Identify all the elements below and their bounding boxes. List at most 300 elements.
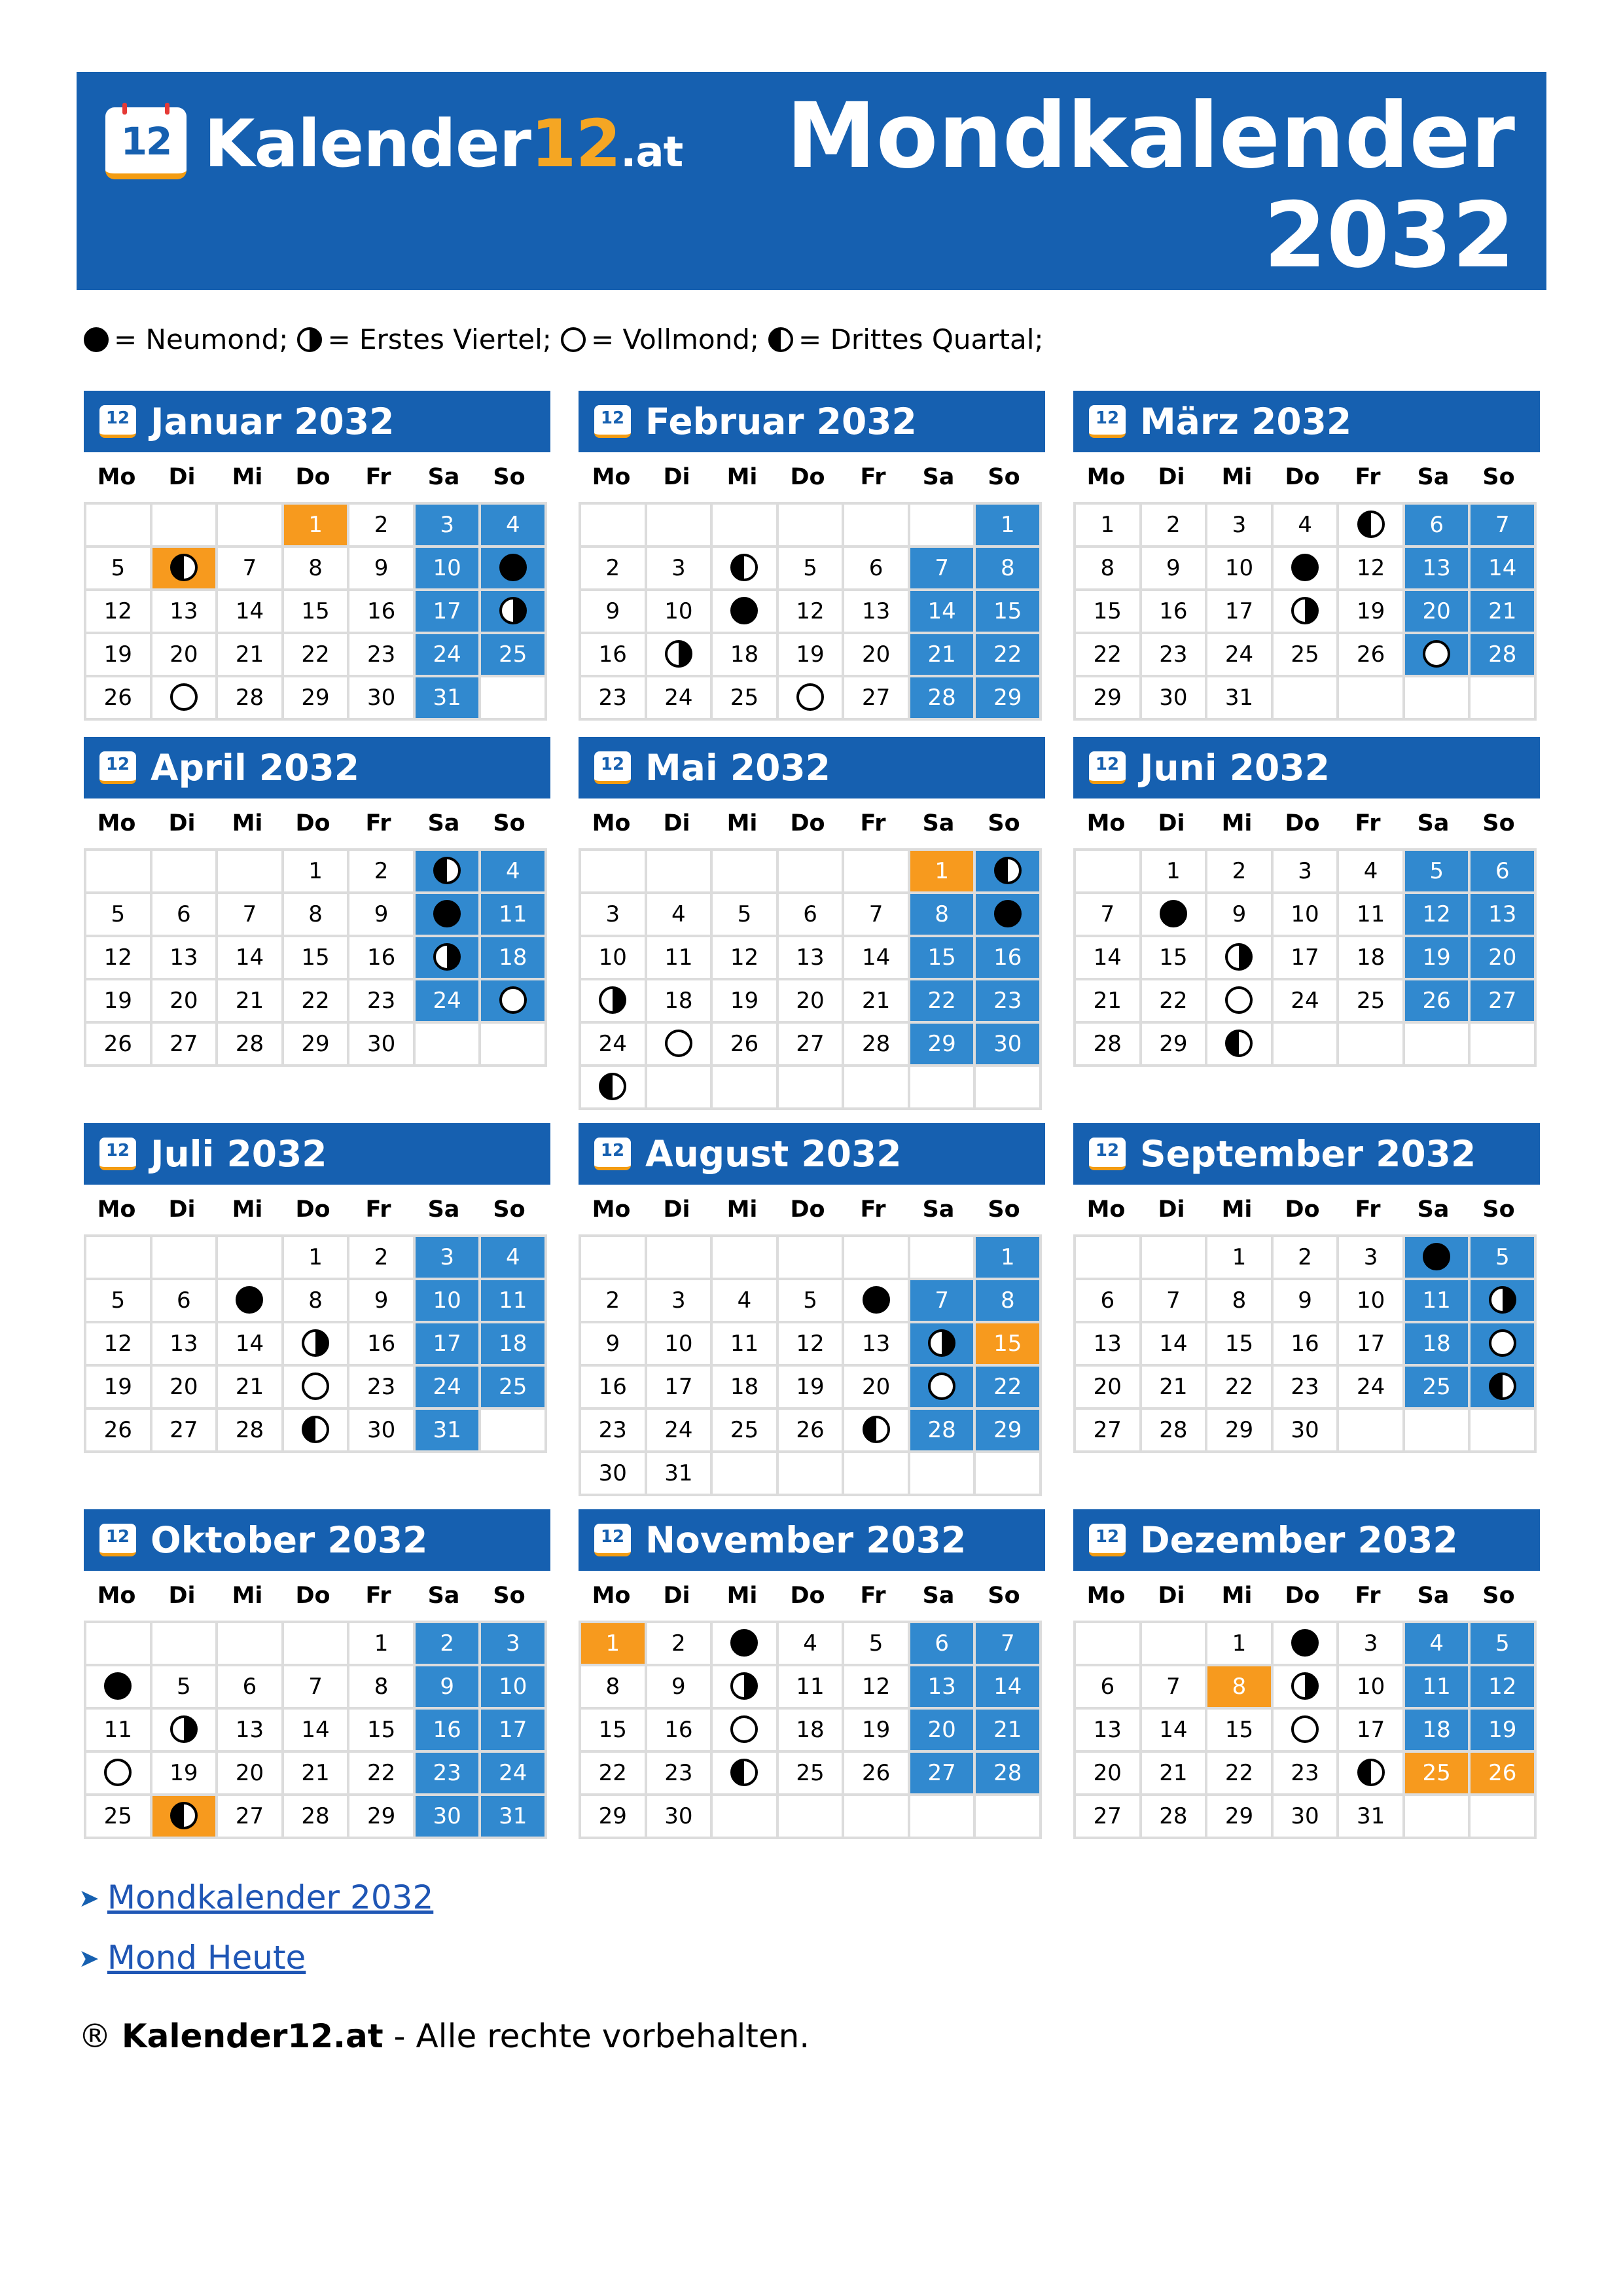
day-cell[interactable] xyxy=(713,548,779,591)
day-cell[interactable]: 19 xyxy=(713,980,779,1024)
day-cell[interactable]: 25 xyxy=(1405,1367,1471,1410)
day-cell[interactable]: 7 xyxy=(844,894,910,937)
day-cell[interactable]: 19 xyxy=(1405,937,1471,980)
day-cell[interactable]: 8 xyxy=(1207,1666,1274,1710)
day-cell[interactable]: 5 xyxy=(1471,1623,1537,1666)
day-cell[interactable]: 20 xyxy=(152,1367,219,1410)
day-cell[interactable]: 14 xyxy=(218,937,284,980)
day-cell[interactable]: 29 xyxy=(976,677,1042,721)
day-cell[interactable]: 30 xyxy=(1274,1796,1340,1839)
day-cell[interactable]: 3 xyxy=(647,1280,713,1323)
day-cell[interactable]: 30 xyxy=(349,677,416,721)
day-cell[interactable]: 28 xyxy=(1076,1024,1142,1067)
day-cell[interactable]: 27 xyxy=(844,677,910,721)
day-cell[interactable]: 1 xyxy=(976,1237,1042,1280)
day-cell[interactable]: 15 xyxy=(284,591,350,634)
day-cell[interactable]: 22 xyxy=(284,634,350,677)
day-cell[interactable]: 8 xyxy=(284,1280,350,1323)
day-cell[interactable]: 18 xyxy=(1405,1323,1471,1367)
day-cell[interactable]: 28 xyxy=(284,1796,350,1839)
day-cell[interactable]: 13 xyxy=(152,937,219,980)
day-cell[interactable]: 26 xyxy=(1405,980,1471,1024)
day-cell[interactable] xyxy=(1142,894,1208,937)
day-cell[interactable]: 1 xyxy=(284,505,350,548)
day-cell[interactable]: 25 xyxy=(1274,634,1340,677)
day-cell[interactable] xyxy=(86,1753,152,1796)
day-cell[interactable]: 26 xyxy=(844,1753,910,1796)
day-cell[interactable]: 22 xyxy=(349,1753,416,1796)
day-cell[interactable]: 17 xyxy=(1274,937,1340,980)
day-cell[interactable]: 6 xyxy=(779,894,845,937)
day-cell[interactable]: 27 xyxy=(218,1796,284,1839)
day-cell[interactable] xyxy=(416,937,482,980)
day-cell[interactable]: 5 xyxy=(779,548,845,591)
day-cell[interactable]: 13 xyxy=(1076,1710,1142,1753)
day-cell[interactable]: 17 xyxy=(647,1367,713,1410)
day-cell[interactable] xyxy=(284,1367,350,1410)
day-cell[interactable]: 25 xyxy=(713,677,779,721)
day-cell[interactable]: 19 xyxy=(844,1710,910,1753)
day-cell[interactable]: 3 xyxy=(481,1623,547,1666)
day-cell[interactable]: 28 xyxy=(1142,1796,1208,1839)
day-cell[interactable]: 15 xyxy=(1076,591,1142,634)
day-cell[interactable] xyxy=(481,548,547,591)
day-cell[interactable] xyxy=(1339,1753,1405,1796)
day-cell[interactable]: 20 xyxy=(152,634,219,677)
day-cell[interactable]: 18 xyxy=(779,1710,845,1753)
brand-logo[interactable]: Kalender12.at xyxy=(204,105,683,182)
day-cell[interactable]: 7 xyxy=(910,1280,976,1323)
day-cell[interactable]: 27 xyxy=(779,1024,845,1067)
day-cell[interactable]: 20 xyxy=(1471,937,1537,980)
day-cell[interactable]: 16 xyxy=(349,591,416,634)
day-cell[interactable]: 12 xyxy=(1339,548,1405,591)
day-cell[interactable] xyxy=(481,980,547,1024)
day-cell[interactable]: 10 xyxy=(581,937,647,980)
day-cell[interactable]: 8 xyxy=(284,894,350,937)
day-cell[interactable]: 8 xyxy=(910,894,976,937)
day-cell[interactable]: 3 xyxy=(1274,851,1340,894)
day-cell[interactable]: 28 xyxy=(844,1024,910,1067)
day-cell[interactable]: 11 xyxy=(1405,1280,1471,1323)
day-cell[interactable]: 26 xyxy=(1471,1753,1537,1796)
day-cell[interactable]: 20 xyxy=(1076,1367,1142,1410)
day-cell[interactable]: 24 xyxy=(481,1753,547,1796)
day-cell[interactable]: 7 xyxy=(1142,1666,1208,1710)
day-cell[interactable]: 24 xyxy=(581,1024,647,1067)
day-cell[interactable] xyxy=(713,1710,779,1753)
day-cell[interactable]: 23 xyxy=(581,677,647,721)
day-cell[interactable]: 6 xyxy=(218,1666,284,1710)
link-row-mondkalender[interactable] xyxy=(79,1878,433,1916)
day-cell[interactable]: 10 xyxy=(416,1280,482,1323)
day-cell[interactable]: 9 xyxy=(1142,548,1208,591)
day-cell[interactable]: 21 xyxy=(1471,591,1537,634)
day-cell[interactable]: 10 xyxy=(1339,1280,1405,1323)
day-cell[interactable] xyxy=(910,1323,976,1367)
day-cell[interactable]: 16 xyxy=(1142,591,1208,634)
day-cell[interactable]: 27 xyxy=(1076,1796,1142,1839)
day-cell[interactable]: 10 xyxy=(647,1323,713,1367)
day-cell[interactable] xyxy=(1274,1710,1340,1753)
day-cell[interactable]: 23 xyxy=(1274,1753,1340,1796)
day-cell[interactable]: 9 xyxy=(581,1323,647,1367)
day-cell[interactable]: 6 xyxy=(844,548,910,591)
day-cell[interactable]: 25 xyxy=(713,1410,779,1453)
day-cell[interactable] xyxy=(416,894,482,937)
day-cell[interactable]: 24 xyxy=(1339,1367,1405,1410)
day-cell[interactable]: 11 xyxy=(713,1323,779,1367)
day-cell[interactable]: 17 xyxy=(481,1710,547,1753)
day-cell[interactable]: 21 xyxy=(844,980,910,1024)
day-cell[interactable]: 30 xyxy=(1142,677,1208,721)
day-cell[interactable]: 29 xyxy=(910,1024,976,1067)
day-cell[interactable]: 9 xyxy=(349,1280,416,1323)
day-cell[interactable] xyxy=(976,894,1042,937)
day-cell[interactable]: 6 xyxy=(1076,1666,1142,1710)
day-cell[interactable]: 14 xyxy=(976,1666,1042,1710)
day-cell[interactable]: 10 xyxy=(647,591,713,634)
day-cell[interactable]: 23 xyxy=(349,1367,416,1410)
day-cell[interactable]: 20 xyxy=(1405,591,1471,634)
day-cell[interactable]: 9 xyxy=(581,591,647,634)
day-cell[interactable]: 31 xyxy=(1339,1796,1405,1839)
day-cell[interactable]: 29 xyxy=(284,1024,350,1067)
day-cell[interactable]: 30 xyxy=(581,1453,647,1496)
day-cell[interactable]: 15 xyxy=(581,1710,647,1753)
day-cell[interactable]: 16 xyxy=(349,1323,416,1367)
day-cell[interactable]: 6 xyxy=(910,1623,976,1666)
day-cell[interactable]: 22 xyxy=(1076,634,1142,677)
day-cell[interactable]: 7 xyxy=(976,1623,1042,1666)
day-cell[interactable]: 8 xyxy=(349,1666,416,1710)
day-cell[interactable]: 4 xyxy=(1339,851,1405,894)
day-cell[interactable]: 15 xyxy=(1142,937,1208,980)
day-cell[interactable]: 29 xyxy=(976,1410,1042,1453)
day-cell[interactable]: 18 xyxy=(481,937,547,980)
day-cell[interactable]: 12 xyxy=(86,591,152,634)
day-cell[interactable]: 2 xyxy=(1142,505,1208,548)
day-cell[interactable]: 11 xyxy=(779,1666,845,1710)
day-cell[interactable] xyxy=(1207,980,1274,1024)
day-cell[interactable]: 5 xyxy=(86,1280,152,1323)
day-cell[interactable]: 6 xyxy=(152,1280,219,1323)
day-cell[interactable]: 24 xyxy=(416,1367,482,1410)
day-cell[interactable] xyxy=(647,634,713,677)
day-cell[interactable]: 8 xyxy=(1076,548,1142,591)
day-cell[interactable]: 8 xyxy=(976,548,1042,591)
day-cell[interactable]: 11 xyxy=(1405,1666,1471,1710)
day-cell[interactable]: 1 xyxy=(1207,1237,1274,1280)
day-cell[interactable] xyxy=(481,591,547,634)
day-cell[interactable]: 25 xyxy=(86,1796,152,1839)
day-cell[interactable] xyxy=(1471,1367,1537,1410)
day-cell[interactable]: 17 xyxy=(416,591,482,634)
day-cell[interactable]: 13 xyxy=(1076,1323,1142,1367)
day-cell[interactable]: 15 xyxy=(284,937,350,980)
day-cell[interactable]: 9 xyxy=(1274,1280,1340,1323)
day-cell[interactable]: 21 xyxy=(218,980,284,1024)
day-cell[interactable]: 3 xyxy=(647,548,713,591)
day-cell[interactable]: 11 xyxy=(481,894,547,937)
day-cell[interactable] xyxy=(416,851,482,894)
day-cell[interactable]: 1 xyxy=(1076,505,1142,548)
day-cell[interactable]: 19 xyxy=(779,634,845,677)
day-cell[interactable]: 7 xyxy=(1471,505,1537,548)
day-cell[interactable]: 14 xyxy=(1076,937,1142,980)
day-cell[interactable] xyxy=(1207,937,1274,980)
day-cell[interactable] xyxy=(713,1666,779,1710)
day-cell[interactable]: 31 xyxy=(416,677,482,721)
day-cell[interactable]: 16 xyxy=(581,1367,647,1410)
day-cell[interactable]: 27 xyxy=(152,1410,219,1453)
day-cell[interactable]: 30 xyxy=(349,1410,416,1453)
day-cell[interactable]: 10 xyxy=(1339,1666,1405,1710)
day-cell[interactable]: 11 xyxy=(481,1280,547,1323)
day-cell[interactable] xyxy=(1339,505,1405,548)
day-cell[interactable]: 26 xyxy=(86,677,152,721)
day-cell[interactable]: 29 xyxy=(581,1796,647,1839)
day-cell[interactable]: 15 xyxy=(349,1710,416,1753)
day-cell[interactable]: 17 xyxy=(1339,1710,1405,1753)
day-cell[interactable]: 13 xyxy=(1471,894,1537,937)
day-cell[interactable]: 6 xyxy=(1471,851,1537,894)
day-cell[interactable]: 29 xyxy=(1207,1410,1274,1453)
day-cell[interactable]: 12 xyxy=(779,1323,845,1367)
day-cell[interactable]: 30 xyxy=(1274,1410,1340,1453)
day-cell[interactable] xyxy=(218,1280,284,1323)
day-cell[interactable]: 1 xyxy=(284,851,350,894)
day-cell[interactable]: 20 xyxy=(910,1710,976,1753)
day-cell[interactable]: 2 xyxy=(581,548,647,591)
day-cell[interactable]: 12 xyxy=(1471,1666,1537,1710)
day-cell[interactable]: 20 xyxy=(218,1753,284,1796)
day-cell[interactable]: 30 xyxy=(647,1796,713,1839)
day-cell[interactable]: 2 xyxy=(647,1623,713,1666)
day-cell[interactable]: 13 xyxy=(844,591,910,634)
day-cell[interactable] xyxy=(1274,548,1340,591)
day-cell[interactable]: 2 xyxy=(416,1623,482,1666)
day-cell[interactable]: 23 xyxy=(1274,1367,1340,1410)
day-cell[interactable]: 12 xyxy=(844,1666,910,1710)
day-cell[interactable]: 3 xyxy=(581,894,647,937)
day-cell[interactable] xyxy=(1471,1280,1537,1323)
day-cell[interactable]: 15 xyxy=(910,937,976,980)
day-cell[interactable]: 1 xyxy=(284,1237,350,1280)
day-cell[interactable]: 18 xyxy=(713,634,779,677)
day-cell[interactable]: 20 xyxy=(844,634,910,677)
day-cell[interactable] xyxy=(86,1666,152,1710)
day-cell[interactable]: 21 xyxy=(284,1753,350,1796)
day-cell[interactable]: 9 xyxy=(647,1666,713,1710)
day-cell[interactable] xyxy=(1274,591,1340,634)
day-cell[interactable]: 24 xyxy=(647,677,713,721)
day-cell[interactable]: 22 xyxy=(581,1753,647,1796)
day-cell[interactable]: 24 xyxy=(416,980,482,1024)
day-cell[interactable]: 6 xyxy=(152,894,219,937)
day-cell[interactable] xyxy=(152,1710,219,1753)
day-cell[interactable]: 13 xyxy=(910,1666,976,1710)
day-cell[interactable]: 2 xyxy=(1274,1237,1340,1280)
day-cell[interactable]: 17 xyxy=(1207,591,1274,634)
day-cell[interactable]: 28 xyxy=(910,677,976,721)
day-cell[interactable]: 1 xyxy=(910,851,976,894)
day-cell[interactable]: 14 xyxy=(910,591,976,634)
day-cell[interactable]: 16 xyxy=(349,937,416,980)
day-cell[interactable]: 2 xyxy=(581,1280,647,1323)
day-cell[interactable]: 22 xyxy=(976,1367,1042,1410)
day-cell[interactable]: 21 xyxy=(976,1710,1042,1753)
day-cell[interactable]: 28 xyxy=(910,1410,976,1453)
day-cell[interactable]: 23 xyxy=(349,634,416,677)
day-cell[interactable]: 10 xyxy=(481,1666,547,1710)
day-cell[interactable] xyxy=(284,1323,350,1367)
day-cell[interactable]: 27 xyxy=(1076,1410,1142,1453)
day-cell[interactable]: 25 xyxy=(1405,1753,1471,1796)
day-cell[interactable]: 28 xyxy=(1142,1410,1208,1453)
day-cell[interactable]: 13 xyxy=(779,937,845,980)
day-cell[interactable]: 6 xyxy=(1405,505,1471,548)
day-cell[interactable] xyxy=(910,1367,976,1410)
day-cell[interactable]: 2 xyxy=(349,505,416,548)
day-cell[interactable] xyxy=(581,1067,647,1110)
day-cell[interactable]: 12 xyxy=(1405,894,1471,937)
day-cell[interactable]: 3 xyxy=(1207,505,1274,548)
day-cell[interactable]: 20 xyxy=(779,980,845,1024)
day-cell[interactable]: 25 xyxy=(481,634,547,677)
day-cell[interactable]: 3 xyxy=(1339,1623,1405,1666)
day-cell[interactable]: 14 xyxy=(1142,1323,1208,1367)
day-cell[interactable] xyxy=(1471,1323,1537,1367)
day-cell[interactable]: 13 xyxy=(218,1710,284,1753)
day-cell[interactable]: 9 xyxy=(1207,894,1274,937)
day-cell[interactable]: 24 xyxy=(1207,634,1274,677)
day-cell[interactable] xyxy=(713,591,779,634)
day-cell[interactable]: 10 xyxy=(1207,548,1274,591)
day-cell[interactable]: 19 xyxy=(1471,1710,1537,1753)
day-cell[interactable]: 27 xyxy=(1471,980,1537,1024)
day-cell[interactable]: 26 xyxy=(779,1410,845,1453)
day-cell[interactable]: 4 xyxy=(1405,1623,1471,1666)
day-cell[interactable]: 21 xyxy=(218,1367,284,1410)
day-cell[interactable] xyxy=(713,1753,779,1796)
day-cell[interactable]: 1 xyxy=(976,505,1042,548)
day-cell[interactable]: 15 xyxy=(976,1323,1042,1367)
day-cell[interactable]: 16 xyxy=(976,937,1042,980)
day-cell[interactable]: 5 xyxy=(713,894,779,937)
day-cell[interactable]: 27 xyxy=(152,1024,219,1067)
day-cell[interactable]: 25 xyxy=(779,1753,845,1796)
day-cell[interactable]: 18 xyxy=(713,1367,779,1410)
day-cell[interactable]: 26 xyxy=(713,1024,779,1067)
day-cell[interactable]: 5 xyxy=(86,894,152,937)
day-cell[interactable] xyxy=(1405,634,1471,677)
day-cell[interactable]: 8 xyxy=(1207,1280,1274,1323)
day-cell[interactable]: 31 xyxy=(481,1796,547,1839)
day-cell[interactable]: 29 xyxy=(284,677,350,721)
day-cell[interactable]: 20 xyxy=(844,1367,910,1410)
day-cell[interactable]: 4 xyxy=(1274,505,1340,548)
day-cell[interactable]: 22 xyxy=(1207,1753,1274,1796)
day-cell[interactable]: 12 xyxy=(86,1323,152,1367)
day-cell[interactable]: 1 xyxy=(1207,1623,1274,1666)
day-cell[interactable]: 23 xyxy=(647,1753,713,1796)
day-cell[interactable]: 22 xyxy=(1142,980,1208,1024)
day-cell[interactable]: 2 xyxy=(349,1237,416,1280)
day-cell[interactable]: 20 xyxy=(152,980,219,1024)
day-cell[interactable]: 3 xyxy=(416,505,482,548)
day-cell[interactable]: 26 xyxy=(1339,634,1405,677)
day-cell[interactable]: 15 xyxy=(1207,1323,1274,1367)
day-cell[interactable]: 30 xyxy=(976,1024,1042,1067)
day-cell[interactable]: 16 xyxy=(1274,1323,1340,1367)
day-cell[interactable]: 18 xyxy=(1405,1710,1471,1753)
day-cell[interactable]: 22 xyxy=(1207,1367,1274,1410)
day-cell[interactable]: 14 xyxy=(218,591,284,634)
day-cell[interactable]: 29 xyxy=(1207,1796,1274,1839)
day-cell[interactable]: 18 xyxy=(481,1323,547,1367)
day-cell[interactable]: 15 xyxy=(976,591,1042,634)
day-cell[interactable] xyxy=(713,1623,779,1666)
day-cell[interactable]: 4 xyxy=(647,894,713,937)
day-cell[interactable]: 21 xyxy=(1142,1753,1208,1796)
day-cell[interactable]: 17 xyxy=(416,1323,482,1367)
day-cell[interactable]: 19 xyxy=(779,1367,845,1410)
day-cell[interactable]: 16 xyxy=(416,1710,482,1753)
day-cell[interactable]: 1 xyxy=(581,1623,647,1666)
day-cell[interactable]: 11 xyxy=(647,937,713,980)
day-cell[interactable]: 13 xyxy=(1405,548,1471,591)
day-cell[interactable]: 15 xyxy=(1207,1710,1274,1753)
day-cell[interactable]: 7 xyxy=(284,1666,350,1710)
day-cell[interactable]: 28 xyxy=(218,677,284,721)
day-cell[interactable]: 2 xyxy=(349,851,416,894)
day-cell[interactable] xyxy=(1274,1666,1340,1710)
day-cell[interactable]: 4 xyxy=(481,505,547,548)
day-cell[interactable]: 4 xyxy=(779,1623,845,1666)
day-cell[interactable]: 14 xyxy=(1142,1710,1208,1753)
day-cell[interactable]: 21 xyxy=(218,634,284,677)
day-cell[interactable]: 21 xyxy=(910,634,976,677)
day-cell[interactable]: 30 xyxy=(349,1024,416,1067)
day-cell[interactable] xyxy=(1207,1024,1274,1067)
day-cell[interactable]: 23 xyxy=(416,1753,482,1796)
day-cell[interactable]: 12 xyxy=(713,937,779,980)
day-cell[interactable]: 24 xyxy=(416,634,482,677)
day-cell[interactable]: 4 xyxy=(713,1280,779,1323)
day-cell[interactable]: 19 xyxy=(152,1753,219,1796)
day-cell[interactable]: 14 xyxy=(1471,548,1537,591)
day-cell[interactable]: 28 xyxy=(218,1024,284,1067)
day-cell[interactable]: 1 xyxy=(1142,851,1208,894)
day-cell[interactable]: 19 xyxy=(86,634,152,677)
day-cell[interactable]: 13 xyxy=(152,1323,219,1367)
day-cell[interactable]: 7 xyxy=(910,548,976,591)
day-cell[interactable]: 14 xyxy=(218,1323,284,1367)
day-cell[interactable]: 25 xyxy=(481,1367,547,1410)
day-cell[interactable]: 19 xyxy=(86,980,152,1024)
day-cell[interactable] xyxy=(844,1410,910,1453)
day-cell[interactable]: 1 xyxy=(349,1623,416,1666)
day-cell[interactable] xyxy=(976,851,1042,894)
day-cell[interactable]: 26 xyxy=(86,1024,152,1067)
day-cell[interactable]: 11 xyxy=(86,1710,152,1753)
day-cell[interactable]: 6 xyxy=(1076,1280,1142,1323)
day-cell[interactable] xyxy=(284,1410,350,1453)
day-cell[interactable]: 28 xyxy=(976,1753,1042,1796)
day-cell[interactable] xyxy=(581,980,647,1024)
day-cell[interactable]: 5 xyxy=(152,1666,219,1710)
